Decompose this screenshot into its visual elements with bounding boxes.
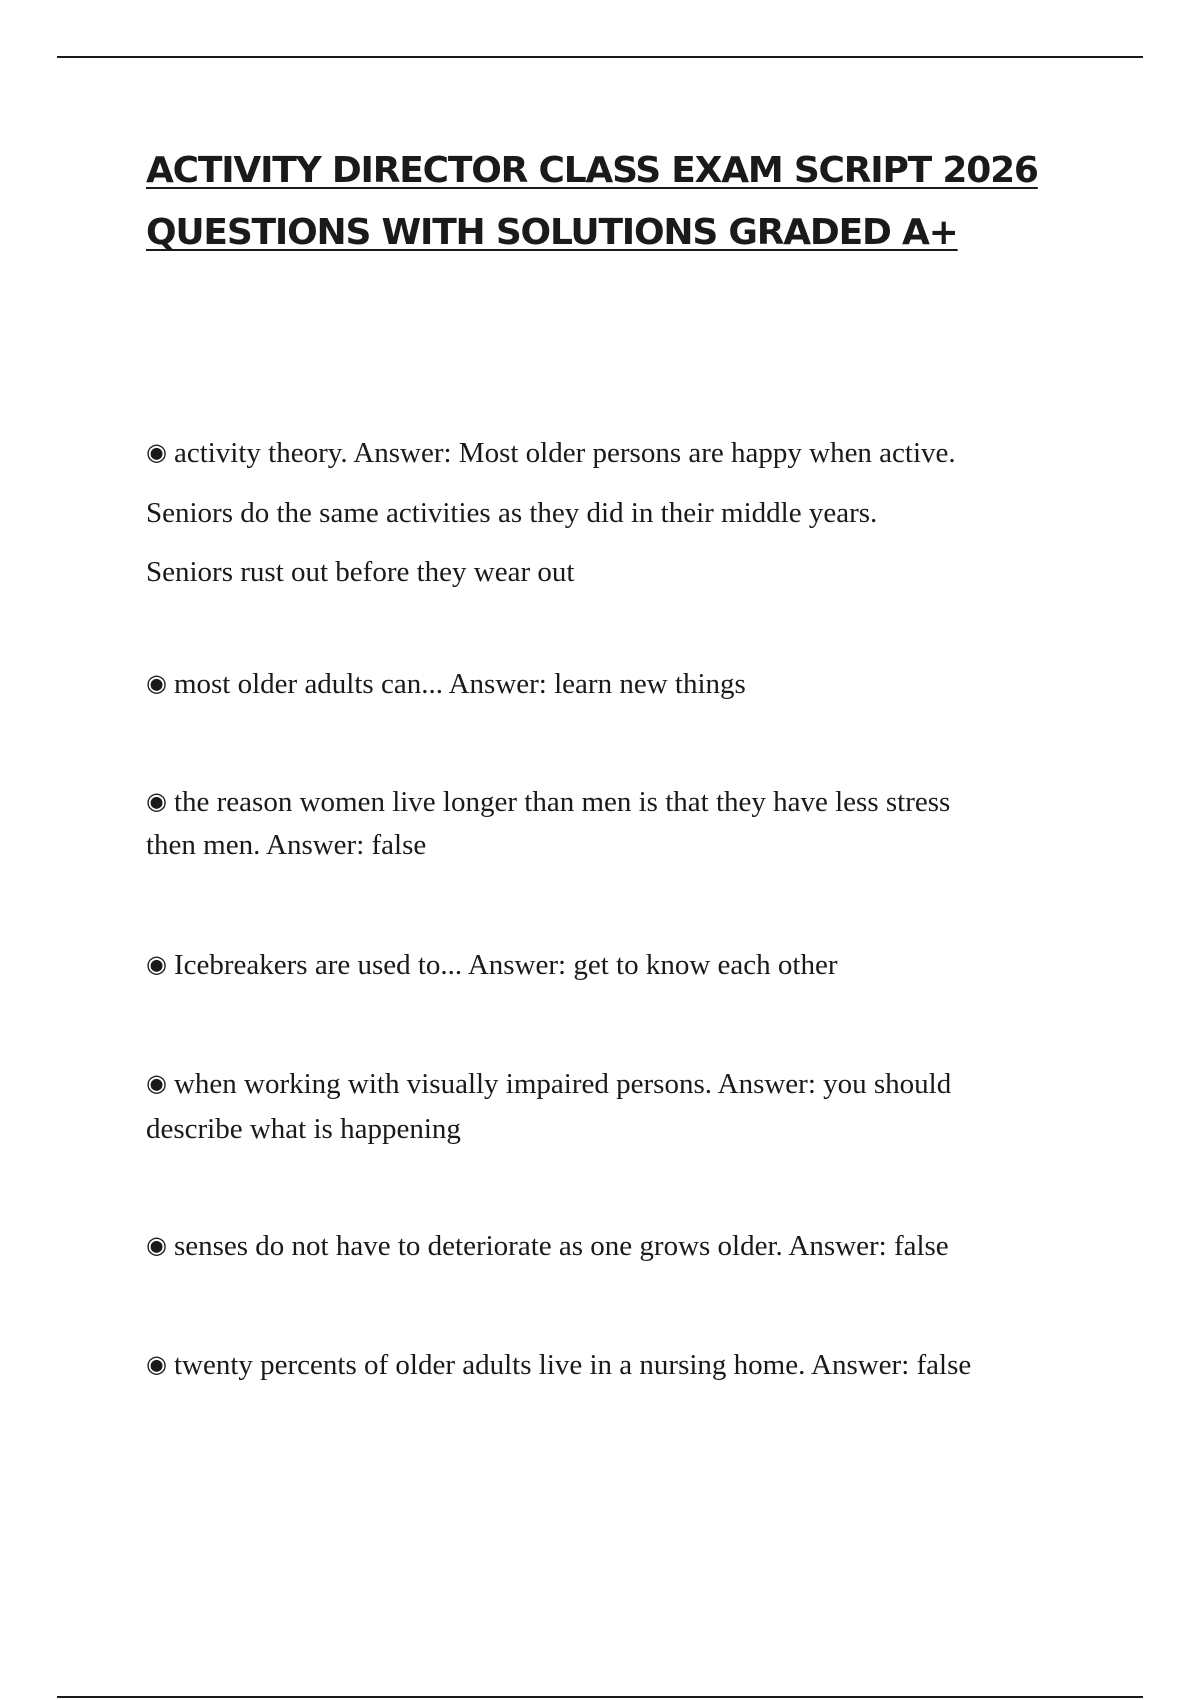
entry-line: [146, 1062, 1086, 1107]
entry-line: then men. Answer: false: [146, 829, 427, 861]
entry-text: Icebreakers are used to... Answer: get to know each other: [173, 949, 838, 981]
bullet-icon: ◉: [146, 1231, 167, 1259]
entry-text: activity theory. Answer: Most older persons are happy when active.: [173, 437, 956, 469]
bullet-icon: ◉: [146, 787, 167, 815]
document-title: [146, 140, 1086, 264]
qa-entry-senses: [146, 1224, 1086, 1269]
bullet-icon: ◉: [146, 669, 167, 697]
entry-line: [146, 424, 1086, 484]
entry-line: [146, 662, 1086, 707]
bullet-icon: ◉: [146, 1069, 167, 1097]
header-rule: [57, 56, 1143, 58]
entry-line: Seniors rust out before they wear out: [146, 556, 575, 588]
qa-entry-activity-theory: [146, 424, 1086, 602]
entry-text: the reason women live longer than men is that they have less stress: [173, 786, 951, 818]
footer-rule: [57, 1696, 1143, 1698]
bullet-icon: ◉: [146, 950, 167, 978]
entry-line: describe what is happening: [146, 1113, 461, 1145]
bullet-icon: ◉: [146, 438, 167, 466]
entry-line: [146, 1343, 1086, 1388]
entry-text: twenty percents of older adults live in a nursing home. Answer: false: [173, 1349, 972, 1381]
entry-text: senses do not have to deteriorate as one grows older. Answer: false: [173, 1230, 949, 1262]
title-line-2: QUESTIONS WITH SOLUTIONS GRADED A+: [146, 212, 958, 253]
entry-line: [146, 1224, 1086, 1269]
title-line-1: ACTIVITY DIRECTOR CLASS EXAM SCRIPT 2026: [146, 150, 1038, 191]
qa-entry-older-adults-learn: [146, 662, 1086, 707]
entry-line: [146, 781, 1086, 824]
entry-text: most older adults can... Answer: learn new things: [173, 668, 746, 700]
entry-text: when working with visually impaired persons. Answer: you should: [173, 1068, 952, 1100]
bullet-icon: ◉: [146, 1350, 167, 1378]
qa-entry-visually-impaired: [146, 1062, 1086, 1151]
qa-entry-nursing-home: [146, 1343, 1086, 1388]
entry-line: [146, 943, 1086, 988]
entry-line: Seniors do the same activities as they did in their middle years.: [146, 497, 878, 529]
qa-entry-icebreakers: [146, 943, 1086, 988]
qa-entry-women-live-longer: [146, 781, 1086, 866]
